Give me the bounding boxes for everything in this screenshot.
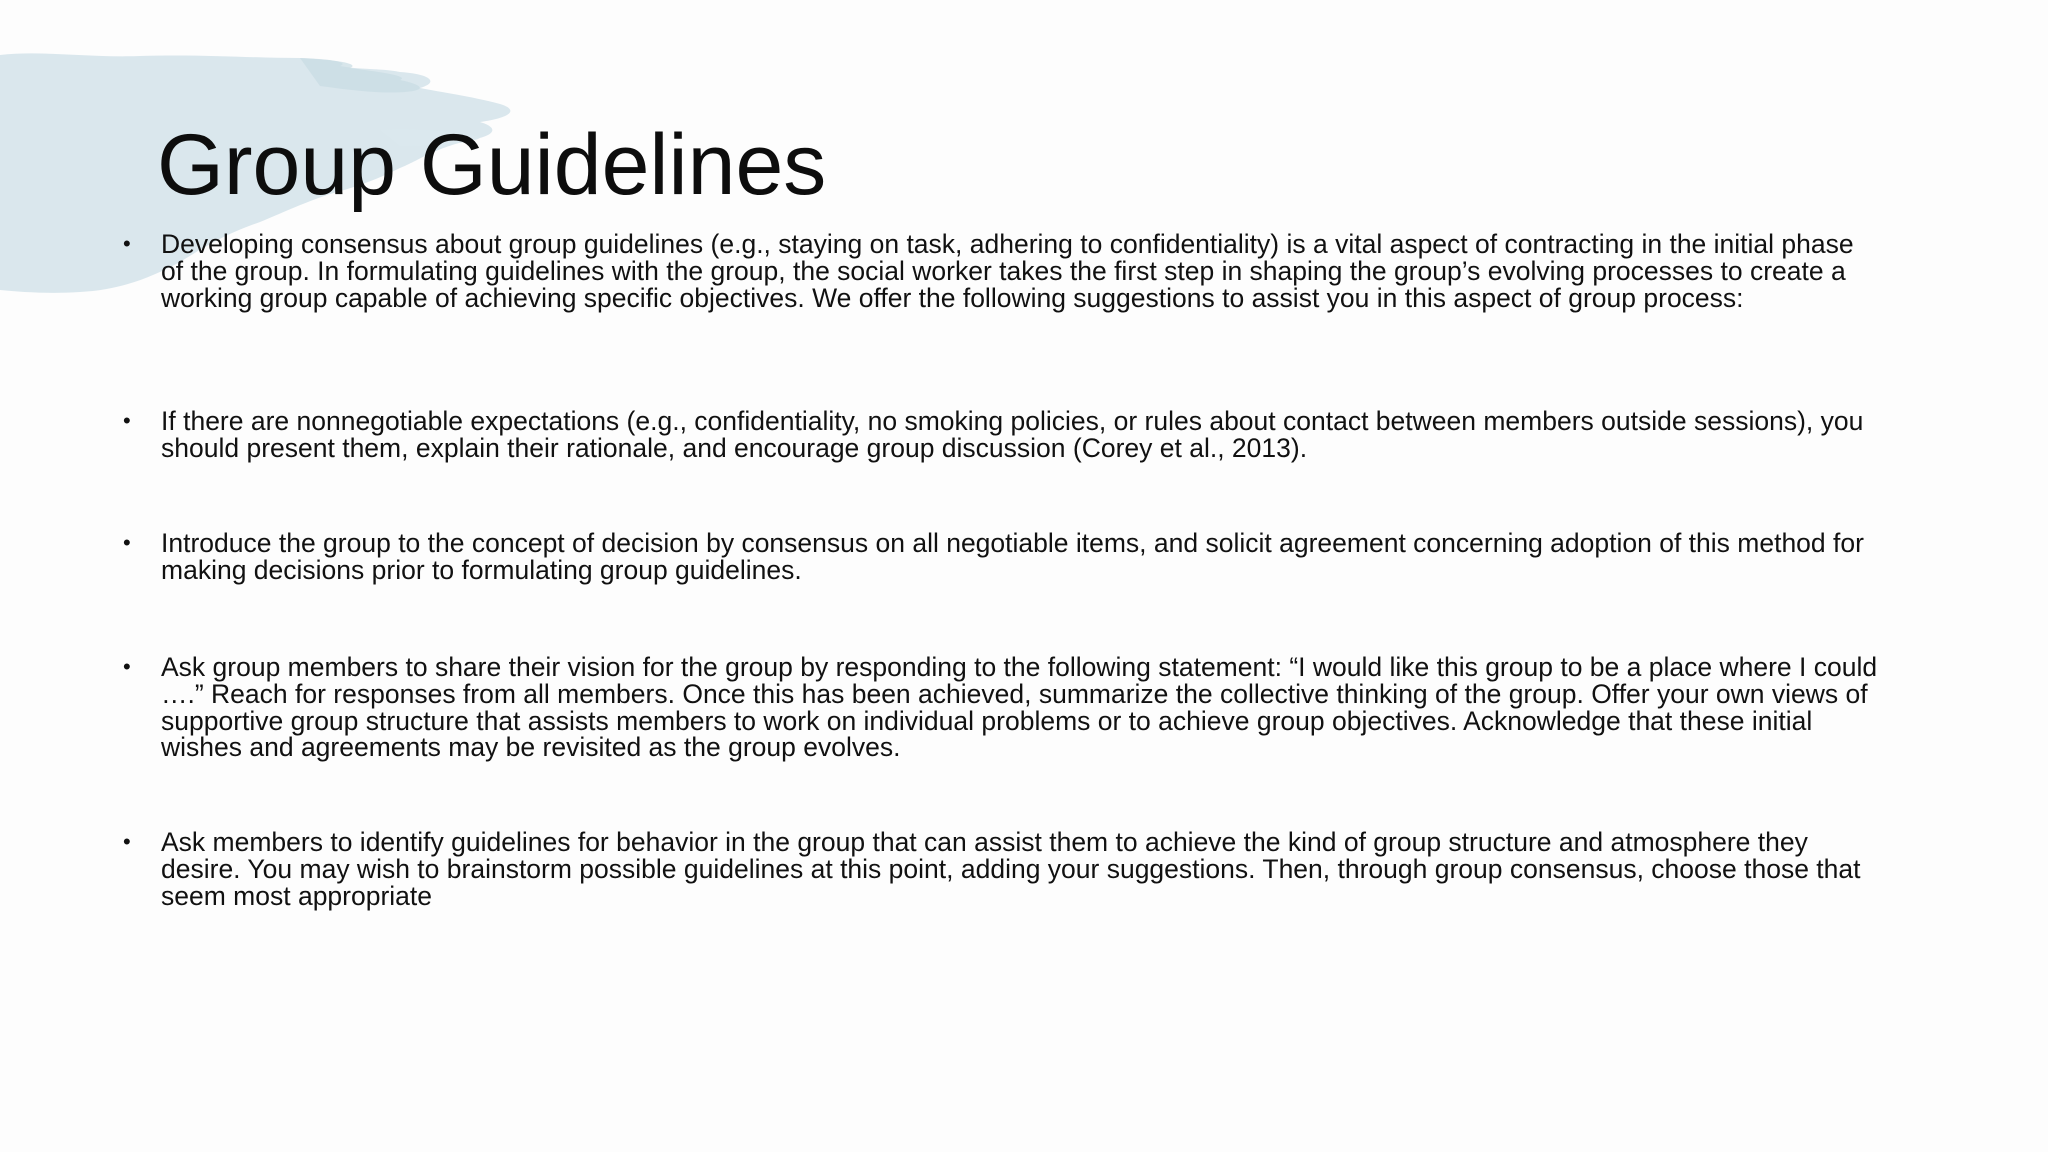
bullet-marker: • [123,408,131,433]
bullet-item [123,652,1881,763]
bullet-text: Developing consensus about group guidelines (e.g., staying on task, adhering to confidentiality) is a vital aspect of contracting in the initial phase of the group. In formulating guidelines with the group, the social worker takes the first step in shaping the group’s evolving processes to create a working group capable of achieving specific objectives. We offer the following suggestions to assist you in this aspect of group process: [161,229,1854,313]
bullet-marker: • [123,829,131,854]
bullet-text: Ask members to identify guidelines for behavior in the group that can assist them to achieve the kind of group structure and atmosphere they desire. You may wish to brainstorm possible guidelines at this point, adding your suggestions. Then, through group consensus, choose those that seem most appropriate [161,827,1861,911]
slide-title: Group Guidelines [157,117,827,213]
bullet-marker: • [123,654,131,679]
bullet-text: Ask group members to share their vision for the group by responding to the following statement: “I would like this group to be a place where I could ….” Reach for responses from all members. Once this has been achieved, summarize the collective thinking of the group. Offer your own views of supportive group structure that assists members to work on individual problems or to achieve group objectives. Acknowledge that these initial wishes and agreements may be revisited as the group evolves. [161,652,1878,763]
bullet-item [123,827,1881,911]
bullet-marker: • [123,231,131,256]
bullet-item [123,229,1881,313]
bullet-item [123,406,1881,463]
bullet-text: Introduce the group to the concept of decision by consensus on all negotiable items, and solicit agreement concerning adoption of this method for making decisions prior to formulating group guidelines. [161,528,1864,585]
bullet-item [123,528,1881,585]
bullet-marker: • [123,530,131,555]
bullet-text: If there are nonnegotiable expectations (e.g., confidentiality, no smoking policies, or rules about contact between members outside sessions), you should present them, explain their rationale, and encourage group discussion (Corey et al., 2013). [161,406,1864,463]
